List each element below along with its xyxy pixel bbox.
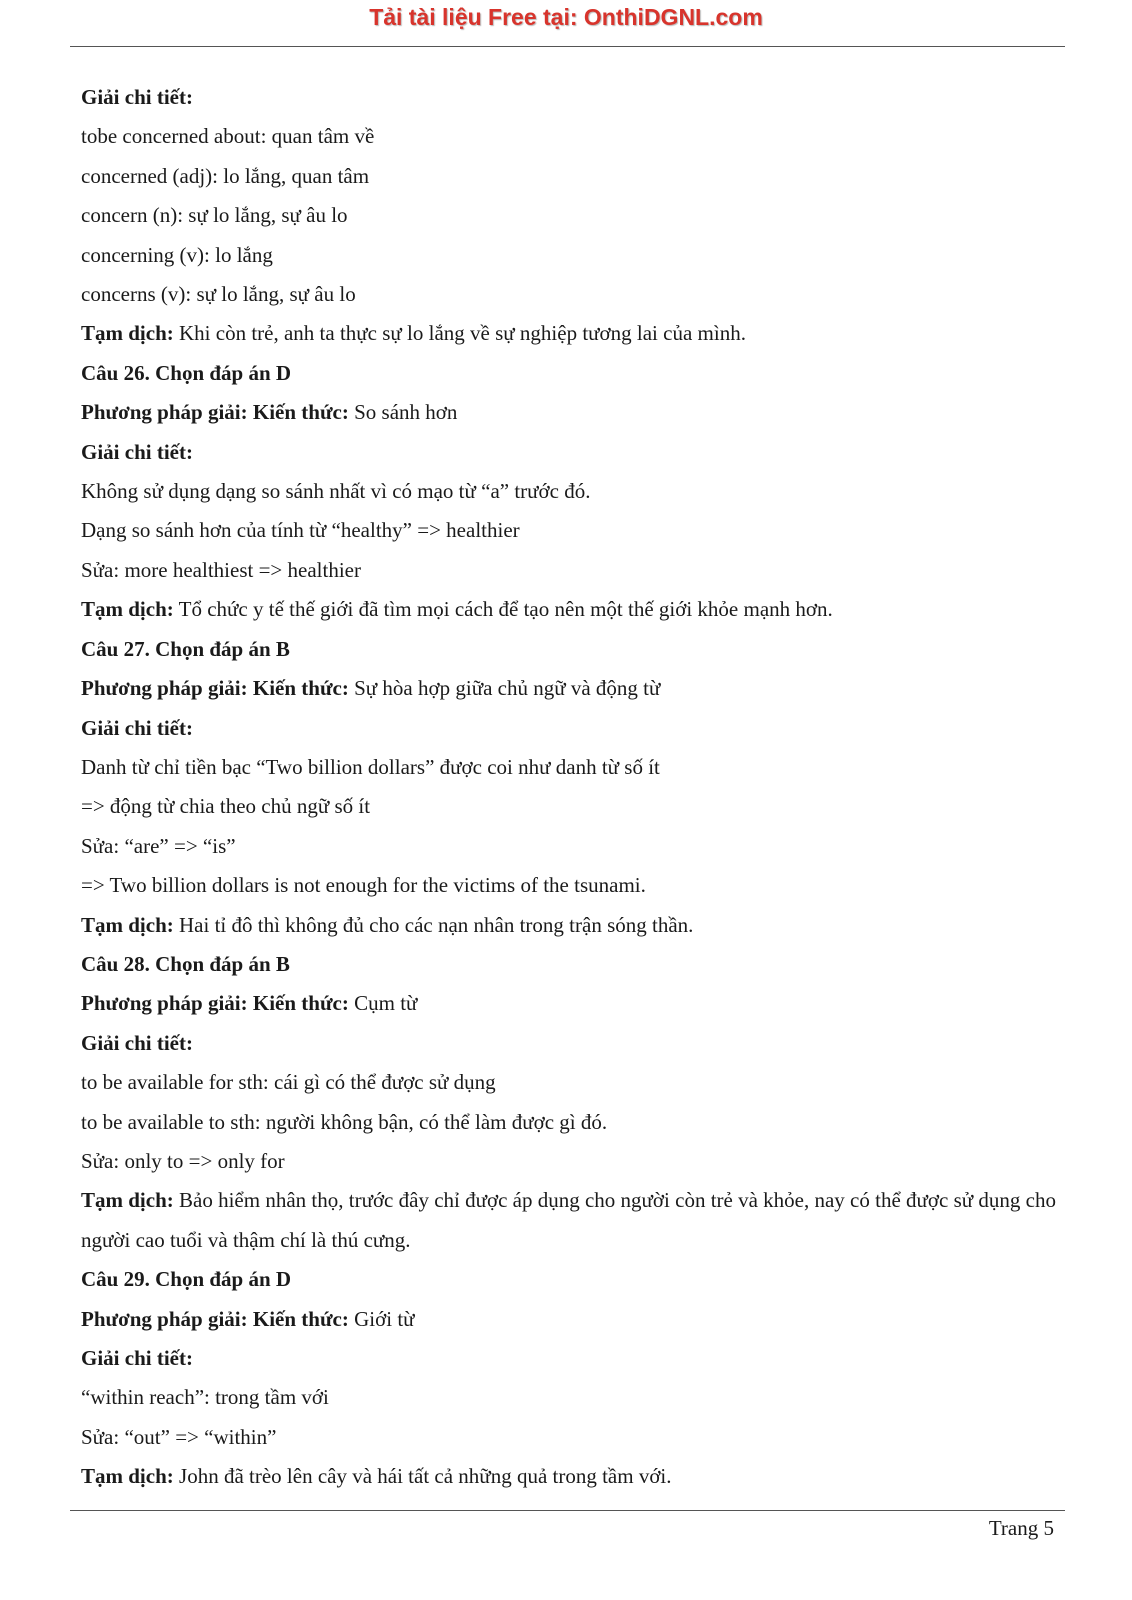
text-line (81, 669, 1061, 708)
text-line (81, 236, 1061, 275)
line-text: Cụm từ (348, 991, 418, 1016)
bold-label: Phương pháp giải: Kiến thức: (81, 1306, 349, 1331)
line-text: Hai tỉ đô thì không đủ cho các nạn nhân trong trận sóng thần. (173, 912, 694, 937)
line-text: tobe concerned about: quan tâm về (81, 124, 375, 149)
document-body (81, 78, 1061, 1497)
bold-label: Tạm dịch: (81, 912, 174, 937)
line-text: Không sử dụng dạng so sánh nhất vì có mạo từ “a” trước đó. (81, 479, 591, 504)
text-line (81, 787, 1061, 826)
text-line (81, 1103, 1061, 1142)
text-line (81, 354, 1061, 393)
text-line (81, 1300, 1061, 1339)
text-line (81, 472, 1061, 511)
text-line (81, 590, 1061, 629)
line-text: Giới từ (348, 1306, 415, 1331)
text-line (81, 551, 1061, 590)
text-line (81, 393, 1061, 432)
text-line (81, 196, 1061, 235)
bold-label: Giải chi tiết: (81, 1030, 193, 1055)
text-line (81, 1339, 1061, 1378)
text-line (81, 1260, 1061, 1299)
text-line (81, 866, 1061, 905)
line-text: Sửa: “out” => “within” (81, 1424, 277, 1449)
line-text: Danh từ chỉ tiền bạc “Two billion dollars” được coi như danh từ số ít (81, 754, 660, 779)
bold-label: Phương pháp giải: Kiến thức: (81, 991, 349, 1016)
text-line (81, 906, 1061, 945)
text-line (81, 945, 1061, 984)
bold-label: Giải chi tiết: (81, 439, 193, 464)
bold-label: Câu 29. Chọn đáp án D (81, 1267, 292, 1292)
line-text: So sánh hơn (348, 400, 458, 425)
text-line (81, 157, 1061, 196)
text-line (81, 709, 1061, 748)
text-line (81, 827, 1061, 866)
site-header-banner: Tải tài liệu Free tại: OnthiDGNL.com (369, 4, 763, 30)
bold-label: Tạm dịch: (81, 321, 174, 346)
text-line (81, 1024, 1061, 1063)
bold-label: Giải chi tiết: (81, 715, 193, 740)
line-text: to be available to sth: người không bận, có thể làm được gì đó. (81, 1109, 608, 1134)
bold-label: Giải chi tiết: (81, 85, 193, 109)
text-line (81, 78, 1061, 117)
footer-divider (70, 1510, 1065, 1511)
text-line (81, 630, 1061, 669)
text-line (81, 1457, 1061, 1496)
header-divider (70, 46, 1065, 47)
line-text: John đã trèo lên cây và hái tất cả những quả trong tầm với. (173, 1464, 672, 1489)
line-text: Sửa: “are” => “is” (81, 833, 236, 858)
line-text: concerned (adj): lo lắng, quan tâm (81, 163, 370, 188)
line-text: => động từ chia theo chủ ngữ số ít (81, 794, 371, 819)
text-line (81, 984, 1061, 1023)
line-text: Bảo hiểm nhân thọ, trước đây chỉ được áp dụng cho người còn trẻ và khỏe, nay có thể được sử dụng cho người cao tuổi và thậm chí là thú cưng. (81, 1188, 1056, 1252)
bold-label: Phương pháp giải: Kiến thức: (81, 400, 349, 425)
text-line (81, 1181, 1061, 1260)
bold-label: Tạm dịch: (81, 1188, 174, 1213)
page-number: Trang 5 (988, 1516, 1054, 1540)
text-line (81, 1418, 1061, 1457)
bold-label: Câu 28. Chọn đáp án B (81, 951, 290, 976)
text-line (81, 511, 1061, 550)
bold-label: Phương pháp giải: Kiến thức: (81, 676, 349, 701)
line-text: Sửa: only to => only for (81, 1148, 285, 1173)
bold-label: Tạm dịch: (81, 1464, 174, 1489)
bold-label: Câu 26. Chọn đáp án D (81, 360, 292, 385)
text-line (81, 1142, 1061, 1181)
line-text: Tổ chức y tế thế giới đã tìm mọi cách để tạo nên một thế giới khỏe mạnh hơn. (173, 597, 833, 622)
line-text: to be available for sth: cái gì có thể được sử dụng (81, 1070, 496, 1095)
bold-label: Câu 27. Chọn đáp án B (81, 636, 290, 661)
text-line (81, 1378, 1061, 1417)
line-text: Sửa: more healthiest => healthier (81, 557, 361, 582)
text-line (81, 1063, 1061, 1102)
text-line (81, 314, 1061, 353)
line-text: concerning (v): lo lắng (81, 242, 273, 267)
line-text: concern (n): sự lo lắng, sự âu lo (81, 203, 348, 228)
text-line (81, 117, 1061, 156)
line-text: “within reach”: trong tầm với (81, 1385, 329, 1410)
line-text: concerns (v): sự lo lắng, sự âu lo (81, 282, 356, 307)
line-text: Sự hòa hợp giữa chủ ngữ và động từ (348, 676, 661, 701)
text-line (81, 748, 1061, 787)
text-line (81, 275, 1061, 314)
line-text: Dạng so sánh hơn của tính từ “healthy” => healthier (81, 518, 520, 543)
text-line (81, 433, 1061, 472)
line-text: Khi còn trẻ, anh ta thực sự lo lắng về sự nghiệp tương lai của mình. (173, 321, 746, 346)
line-text: => Two billion dollars is not enough for the victims of the tsunami. (81, 873, 646, 898)
bold-label: Giải chi tiết: (81, 1346, 193, 1370)
bold-label: Tạm dịch: (81, 597, 174, 622)
